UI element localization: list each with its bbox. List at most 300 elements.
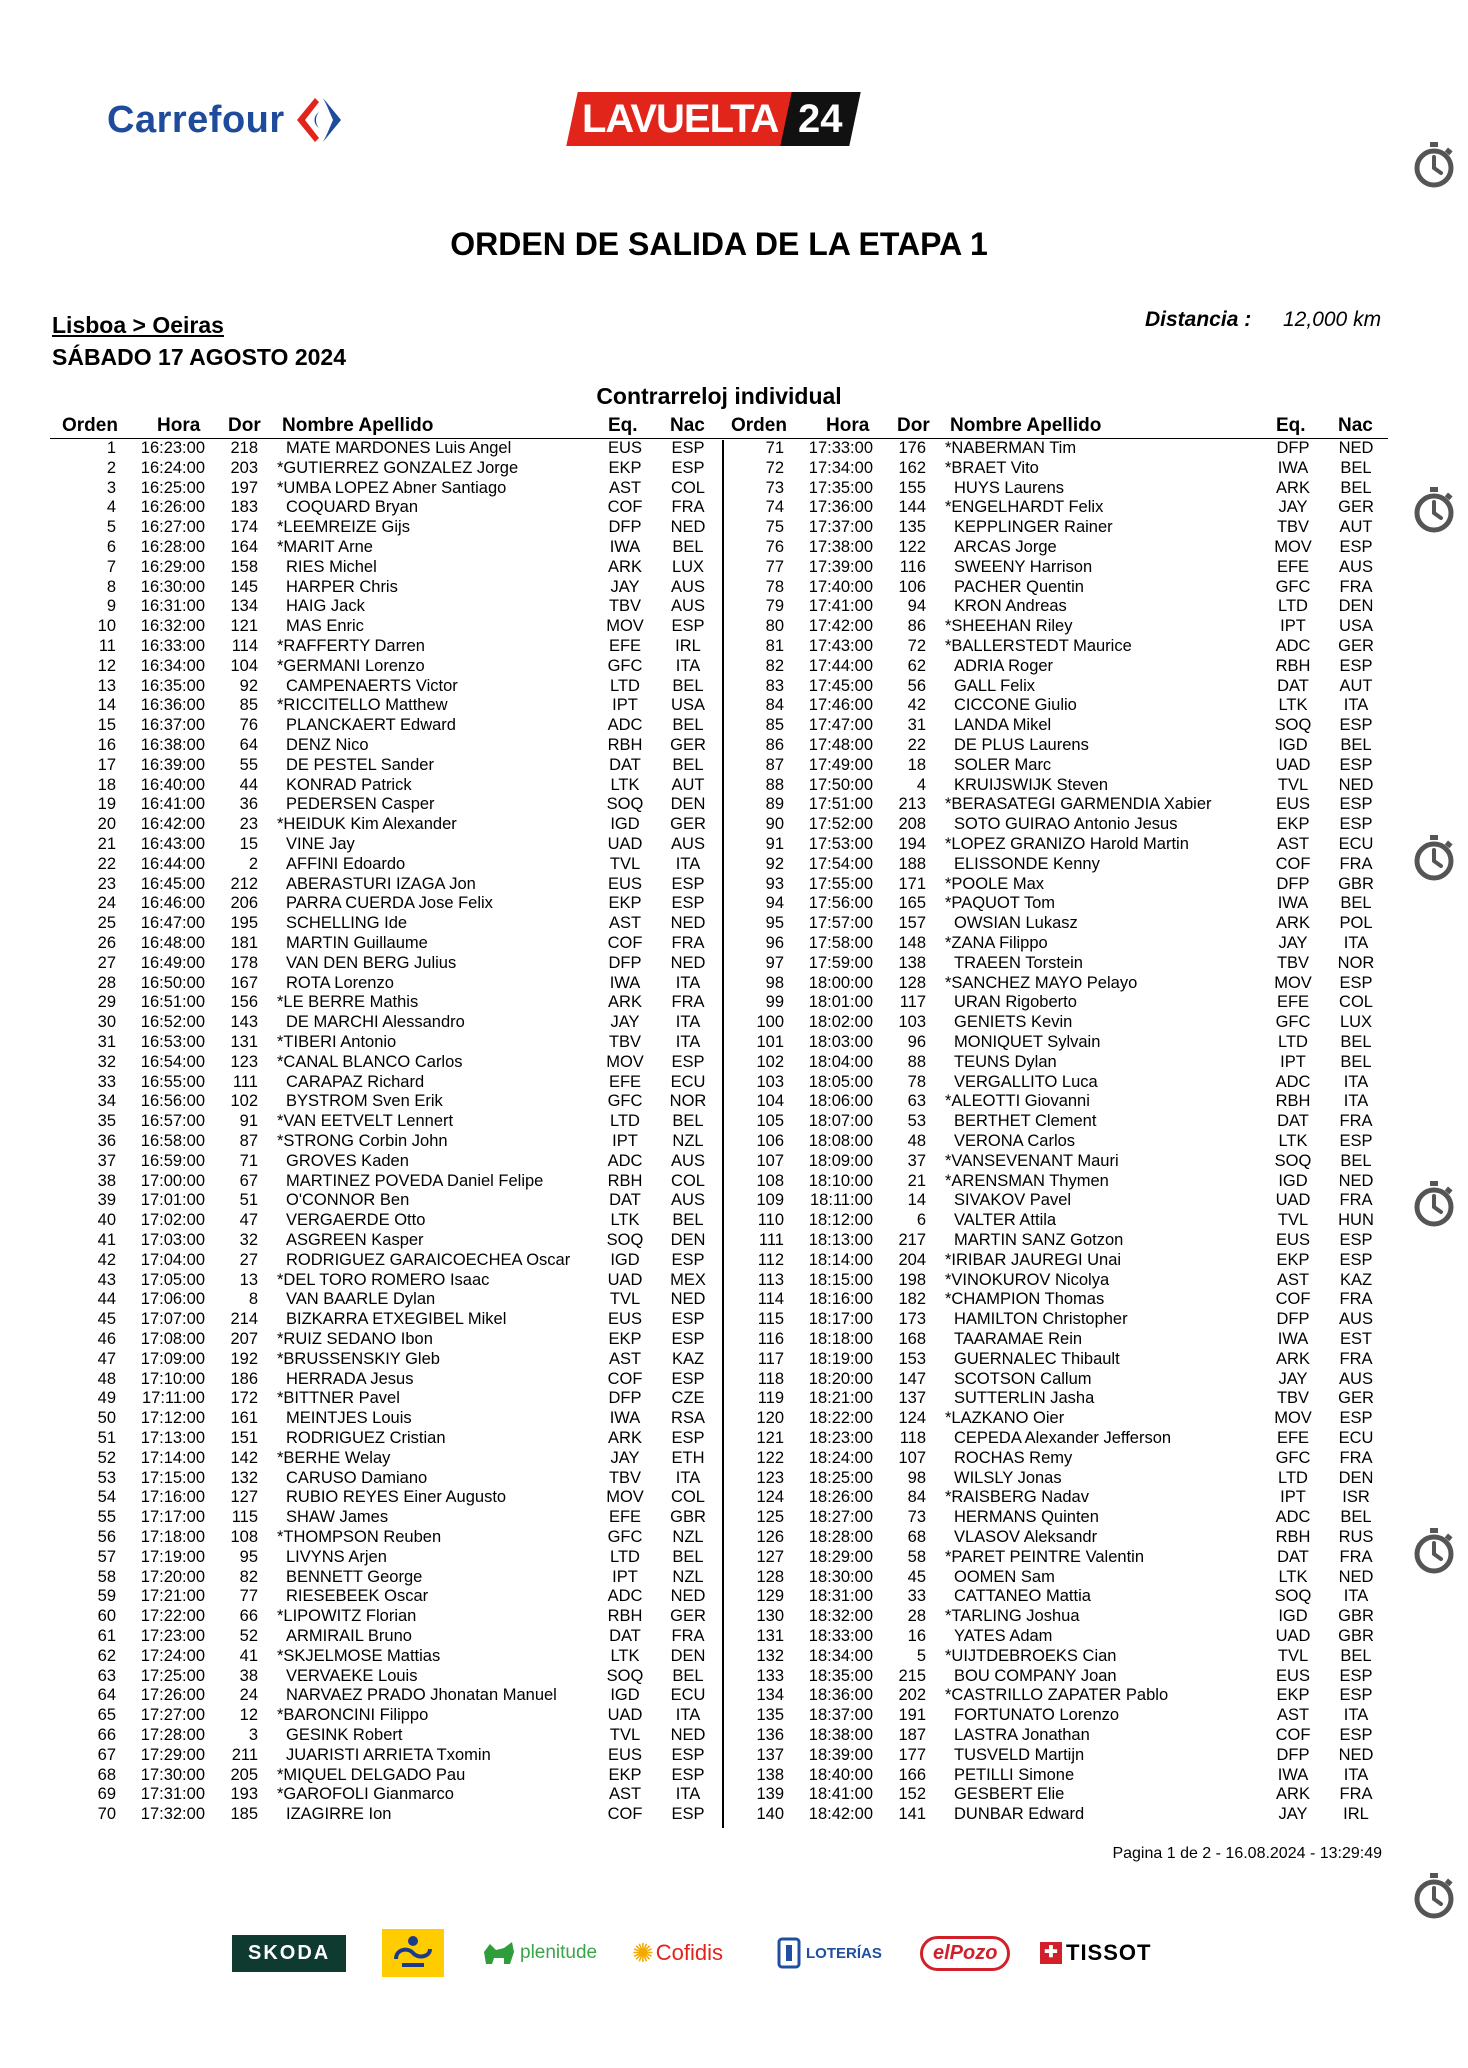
cell-nombre: BYSTROM Sven Erik (286, 1092, 443, 1111)
cell-nac: AUS (671, 597, 705, 616)
table-row (50, 1646, 720, 1666)
cell-eq: EUS (1276, 1666, 1310, 1685)
cell-hora: 17:57:00 (808, 914, 873, 933)
cell-nac: NED (1338, 1567, 1374, 1586)
cell-dor: 107 (898, 1448, 926, 1467)
cell-eq: LTK (610, 1211, 640, 1230)
cell-nac: BEL (1340, 1033, 1372, 1051)
cell-nombre: MARTIN Guillaume (286, 934, 428, 952)
cell-nombre: MARTIN SANZ Gotzon (954, 1231, 1124, 1249)
cell-nombre: LASTRA Jonathan (954, 1726, 1090, 1744)
cell-hora: 16:34:00 (140, 656, 205, 675)
cell-dor: 58 (907, 1547, 926, 1566)
cell-dor: 84 (907, 1488, 926, 1507)
cell-hora: 16:59:00 (140, 1151, 205, 1170)
table-row (50, 1547, 720, 1567)
cell-eq: SOQ (1274, 1151, 1312, 1170)
table-row (718, 1666, 1388, 1686)
cell-hora: 17:43:00 (808, 637, 873, 655)
cell-nombre: *LIPOWITZ Florian (277, 1607, 417, 1626)
cell-orden: 136 (756, 1726, 784, 1744)
cell-orden: 92 (765, 854, 784, 873)
cell-hora: 18:22:00 (808, 1409, 873, 1428)
cell-eq: EFE (1276, 1429, 1310, 1447)
cell-nombre: MARTINEZ POVEDA Daniel Felipe (286, 1171, 544, 1190)
cell-dor: 198 (898, 1270, 926, 1289)
cell-hora: 18:40:00 (808, 1765, 873, 1784)
cell-orden: 42 (97, 1250, 116, 1269)
cell-nombre: *CANAL BLANCO Carlos (277, 1052, 463, 1071)
cell-eq: TVL (1277, 1646, 1309, 1665)
cell-orden: 47 (97, 1349, 116, 1368)
cell-nac: ITA (675, 1468, 701, 1487)
cell-hora: 17:05:00 (140, 1270, 205, 1289)
cell-nac: FRA (1339, 1448, 1373, 1467)
table-row (50, 735, 720, 755)
cell-nombre: *PARET PEINTRE Valentin (945, 1547, 1144, 1566)
table-row (50, 1210, 720, 1230)
cell-nac: FRA (1339, 1290, 1373, 1309)
cell-nac: ESP (671, 439, 705, 457)
table-row (50, 992, 720, 1012)
cell-dor: 87 (239, 1132, 258, 1150)
cell-nombre: KEPPLINGER Rainer (954, 518, 1113, 537)
cell-eq: ARK (608, 1429, 642, 1447)
table-row (50, 1052, 720, 1072)
cell-nac: ECU (670, 1072, 706, 1091)
cell-nac: ESP (671, 1369, 705, 1388)
cell-hora: 17:06:00 (140, 1290, 205, 1309)
cell-eq: MOV (1274, 1409, 1312, 1428)
cell-orden: 52 (97, 1448, 116, 1467)
cell-orden: 100 (756, 1013, 784, 1032)
table-row (718, 438, 1388, 458)
cell-dor: 68 (907, 1528, 926, 1546)
cell-nac: NED (670, 1726, 706, 1744)
swiss-cross-icon: ✚ (1040, 1942, 1062, 1964)
cell-hora: 17:04:00 (140, 1250, 205, 1269)
cell-eq: IPT (612, 1132, 638, 1150)
cell-nac: RUS (1338, 1528, 1374, 1546)
table-row (50, 596, 720, 616)
cell-hora: 17:42:00 (808, 617, 873, 636)
cell-eq: SOQ (606, 1231, 644, 1249)
cell-nombre: KRON Andreas (954, 597, 1067, 616)
cell-dor: 165 (898, 894, 926, 913)
cell-nac: ITA (675, 1706, 701, 1725)
cell-eq: DFP (608, 953, 642, 972)
cell-dor: 138 (898, 953, 926, 972)
cell-dor: 115 (231, 1508, 258, 1527)
carrefour-logo (107, 92, 345, 148)
cell-eq: ARK (1276, 478, 1310, 497)
cell-eq: JAY (610, 1013, 640, 1032)
cell-dor: 148 (898, 934, 926, 952)
cell-dor: 63 (907, 1092, 926, 1111)
cell-nombre: *DEL TORO ROMERO Isaac (277, 1270, 490, 1289)
cell-orden: 76 (765, 538, 784, 556)
cell-orden: 25 (97, 914, 116, 933)
cell-hora: 16:52:00 (140, 1013, 205, 1032)
cell-nombre: OOMEN Sam (954, 1567, 1055, 1586)
cell-nac: ESP (1339, 1250, 1373, 1269)
cell-eq: IGD (610, 1686, 640, 1705)
cell-nac: NOR (1337, 953, 1375, 972)
cell-eq: EFE (608, 1508, 642, 1527)
cell-nombre: HAIG Jack (286, 597, 365, 616)
cell-nac: GER (1338, 637, 1374, 655)
cell-eq: LTK (1278, 1567, 1308, 1586)
stopwatch-icon (1413, 1527, 1455, 1575)
cell-hora: 16:24:00 (140, 458, 205, 477)
cell-dor: 55 (239, 755, 258, 774)
cell-nombre: *BALLERSTEDT Maurice (945, 637, 1132, 655)
cell-orden: 81 (765, 637, 784, 655)
table-row (50, 1527, 720, 1547)
cell-dor: 155 (898, 478, 926, 497)
cell-dor: 6 (916, 1211, 926, 1230)
cell-hora: 16:37:00 (140, 716, 205, 735)
cell-dor: 218 (230, 439, 258, 457)
cell-nombre: *POOLE Max (945, 874, 1045, 893)
cell-orden: 132 (756, 1646, 784, 1665)
cell-nac: GER (1338, 498, 1374, 517)
cell-eq: EKP (608, 1330, 642, 1348)
cell-eq: GFC (607, 1528, 643, 1546)
cell-orden: 106 (756, 1132, 784, 1150)
cell-hora: 16:29:00 (140, 557, 205, 576)
cell-nombre: GENIETS Kevin (954, 1013, 1073, 1032)
cell-nombre: MATE MARDONES Luis Angel (286, 439, 512, 457)
cell-nombre: GROVES Kaden (286, 1151, 409, 1170)
cell-nombre: LIVYNS Arjen (286, 1547, 387, 1566)
cell-eq: JAY (610, 577, 640, 596)
cell-hora: 18:08:00 (808, 1132, 873, 1150)
cell-nac: ITA (1343, 1587, 1369, 1606)
cell-nombre: ARMIRAIL Bruno (286, 1627, 412, 1645)
cell-hora: 18:00:00 (808, 973, 873, 992)
cell-eq: JAY (1278, 1369, 1308, 1388)
table-row (718, 695, 1388, 715)
cell-eq: EUS (1276, 1231, 1310, 1249)
table-row (718, 676, 1388, 696)
cell-orden: 99 (765, 993, 784, 1012)
cell-dor: 174 (230, 518, 258, 537)
cell-orden: 60 (97, 1607, 116, 1626)
stage-route: Lisboa > Oeiras (52, 312, 224, 338)
table-row (718, 1270, 1388, 1290)
cell-dor: 177 (898, 1745, 926, 1764)
table-row (718, 1091, 1388, 1111)
cell-nac: BEL (672, 716, 704, 735)
cell-orden: 129 (756, 1587, 784, 1606)
cell-eq: AST (608, 1785, 642, 1804)
cell-orden: 40 (97, 1211, 116, 1230)
cell-dor: 8 (248, 1290, 258, 1309)
cell-dor: 117 (899, 993, 926, 1012)
cell-nombre: SHAW James (286, 1508, 389, 1527)
table-row (718, 1369, 1388, 1389)
cell-dor: 95 (239, 1547, 258, 1566)
table-row (718, 1190, 1388, 1210)
cell-nombre: SCOTSON Callum (954, 1369, 1092, 1388)
cell-dor: 206 (230, 894, 258, 913)
cell-nombre: SOLER Marc (954, 755, 1052, 774)
cell-hora: 16:57:00 (140, 1112, 205, 1131)
cell-orden: 53 (97, 1468, 116, 1487)
cell-eq: LTD (1278, 1468, 1308, 1487)
cell-orden: 63 (97, 1666, 116, 1685)
plenitude-logo (482, 1928, 597, 1978)
sponsor-bar (232, 1928, 1162, 1978)
table-row (718, 478, 1388, 498)
table-row (718, 1388, 1388, 1408)
cell-orden: 22 (97, 854, 116, 873)
cell-hora: 17:51:00 (808, 795, 873, 814)
cell-nombre: VALTER Attila (954, 1211, 1057, 1230)
cell-orden: 134 (756, 1686, 784, 1705)
table-row (50, 1190, 720, 1210)
table-row (718, 656, 1388, 676)
table-row (718, 1111, 1388, 1131)
cell-dor: 213 (898, 795, 926, 814)
cell-orden: 56 (97, 1528, 116, 1546)
cell-nombre: TUSVELD Martijn (954, 1745, 1085, 1764)
cell-eq: UAD (1275, 755, 1311, 774)
cell-orden: 74 (765, 498, 784, 517)
cell-orden: 65 (97, 1706, 116, 1725)
cell-eq: GFC (607, 1092, 643, 1111)
table-row (718, 893, 1388, 913)
cell-nombre: *VANSEVENANT Mauri (945, 1151, 1119, 1170)
cell-nombre: ELISSONDE Kenny (954, 854, 1100, 873)
cell-hora: 18:13:00 (808, 1231, 873, 1249)
cell-orden: 96 (765, 934, 784, 952)
table-row (718, 874, 1388, 894)
distance-label: Distancia : (1145, 308, 1252, 331)
cell-nac: AUS (671, 835, 705, 853)
cell-nombre: *PAQUOT Tom (945, 894, 1056, 913)
cell-hora: 16:23:00 (140, 439, 205, 457)
cell-nac: DEN (670, 1231, 706, 1249)
cell-nombre: PACHER Quentin (954, 577, 1084, 596)
cell-orden: 23 (97, 874, 116, 893)
cell-orden: 33 (97, 1072, 116, 1091)
cell-eq: LTD (1278, 597, 1308, 616)
cell-nac: GER (670, 815, 706, 834)
cell-nombre: LANDA Mikel (954, 716, 1052, 735)
table-row (718, 596, 1388, 616)
cell-dor: 5 (916, 1646, 926, 1665)
cell-nac: ESP (671, 1052, 705, 1071)
cell-eq: UAD (607, 1706, 643, 1725)
cell-hora: 16:45:00 (140, 874, 205, 893)
cell-nombre: *GUTIERREZ GONZALEZ Jorge (277, 458, 519, 477)
cell-hora: 16:46:00 (140, 894, 205, 913)
cell-orden: 90 (765, 815, 784, 834)
cell-orden: 73 (765, 478, 784, 497)
cell-hora: 16:51:00 (140, 993, 205, 1012)
cell-eq: JAY (1278, 934, 1308, 952)
cell-orden: 109 (756, 1191, 784, 1210)
cell-orden: 31 (97, 1033, 116, 1051)
cell-nac: ECU (1338, 835, 1374, 853)
table-row (718, 1547, 1388, 1567)
table-row (50, 1408, 720, 1428)
cell-orden: 87 (765, 755, 784, 774)
cell-eq: RBH (1275, 656, 1311, 675)
cell-hora: 18:41:00 (808, 1785, 873, 1804)
cell-nombre: VERGAERDE Otto (286, 1211, 426, 1230)
cell-nombre: PETILLI Simone (954, 1765, 1075, 1784)
cell-hora: 17:38:00 (808, 538, 873, 556)
cell-hora: 18:25:00 (808, 1468, 873, 1487)
cell-orden: 138 (756, 1765, 784, 1784)
cell-hora: 16:44:00 (140, 854, 205, 873)
cell-eq: RBH (1275, 1092, 1311, 1111)
cell-orden: 24 (97, 894, 116, 913)
cell-hora: 17:14:00 (140, 1448, 205, 1467)
table-row (50, 775, 720, 795)
cell-hora: 16:32:00 (140, 617, 205, 636)
cell-hora: 16:35:00 (140, 676, 205, 695)
table-row (50, 1151, 720, 1171)
cell-nombre: *STRONG Corbin John (277, 1132, 448, 1150)
cell-eq: AST (608, 478, 642, 497)
cell-nombre: RUBIO REYES Einer Augusto (286, 1488, 507, 1507)
table-row (718, 636, 1388, 656)
cell-dor: 191 (898, 1706, 926, 1725)
cell-orden: 105 (756, 1112, 784, 1131)
stopwatch-icon (1413, 486, 1455, 534)
cell-hora: 17:27:00 (140, 1706, 205, 1725)
cell-hora: 18:05:00 (808, 1072, 873, 1091)
page-title: ORDEN DE SALIDA DE LA ETAPA 1 (450, 226, 988, 262)
cell-nac: ESP (1339, 1686, 1373, 1705)
table-row (50, 1111, 720, 1131)
cell-hora: 17:44:00 (808, 656, 873, 675)
cell-eq: TVL (609, 1290, 641, 1309)
table-row (718, 1685, 1388, 1705)
cell-nac: GBR (1338, 1627, 1374, 1645)
cell-orden: 101 (756, 1033, 784, 1051)
cell-orden: 21 (97, 835, 116, 853)
cell-orden: 14 (97, 696, 116, 715)
carrefour-logo-text: Carrefour (107, 98, 285, 141)
cell-orden: 48 (97, 1369, 116, 1388)
cell-hora: 16:58:00 (140, 1132, 205, 1150)
cell-nac: NED (1338, 775, 1374, 794)
cell-dor: 188 (898, 854, 926, 873)
cell-orden: 7 (106, 557, 116, 576)
stopwatch-icon (1413, 1872, 1455, 1920)
cell-orden: 17 (97, 755, 116, 774)
cell-nac: USA (1339, 617, 1373, 636)
col-nombre-header: Nombre Apellido (950, 415, 1102, 436)
cell-dor: 167 (230, 973, 258, 992)
cell-nombre: *BARONCINI Filippo (277, 1706, 429, 1725)
cell-dor: 33 (907, 1587, 926, 1606)
cell-hora: 18:10:00 (808, 1171, 873, 1190)
cell-orden: 133 (756, 1666, 784, 1685)
cell-nac: FRA (1339, 1112, 1373, 1131)
cell-dor: 2 (248, 854, 258, 873)
table-row (718, 577, 1388, 597)
cell-orden: 79 (765, 597, 784, 616)
cell-orden: 44 (97, 1290, 116, 1309)
cell-dor: 145 (230, 577, 258, 596)
table-row (50, 1685, 720, 1705)
table-row (50, 755, 720, 775)
la-vuelta-logo (572, 92, 855, 146)
cell-nombre: HUYS Laurens (954, 478, 1065, 497)
cell-eq: UAD (607, 1270, 643, 1289)
cell-eq: ADC (607, 716, 643, 735)
cell-dor: 214 (230, 1310, 258, 1329)
cell-eq: UAD (1275, 1191, 1311, 1210)
table-row (50, 1765, 720, 1785)
table-row (718, 1210, 1388, 1230)
cell-nombre: *BRAET Vito (945, 458, 1039, 477)
cell-dor: 108 (230, 1528, 258, 1546)
cell-nac: BEL (1340, 1052, 1372, 1071)
cell-eq: DFP (1276, 874, 1310, 893)
cell-hora: 17:03:00 (140, 1231, 205, 1249)
cell-nombre: *ENGELHARDT Felix (945, 498, 1104, 517)
cell-hora: 17:16:00 (140, 1488, 205, 1507)
stopwatch-icon (1413, 834, 1455, 882)
cell-hora: 18:09:00 (808, 1151, 873, 1170)
cell-dor: 176 (898, 439, 926, 457)
cell-orden: 82 (765, 656, 784, 675)
cell-hora: 18:32:00 (808, 1607, 873, 1626)
cell-nombre: IZAGIRRE Ion (286, 1805, 392, 1824)
table-row (718, 913, 1388, 933)
cell-nombre: MEINTJES Louis (286, 1409, 412, 1428)
table-row (718, 1448, 1388, 1468)
cell-nombre: ASGREEN Kasper (286, 1231, 424, 1249)
cell-orden: 6 (106, 538, 116, 556)
table-row (718, 1507, 1388, 1527)
cell-hora: 17:45:00 (808, 676, 873, 695)
cell-orden: 120 (756, 1409, 784, 1428)
cell-nombre: *LE BERRE Mathis (277, 993, 419, 1012)
cell-eq: ARK (608, 557, 642, 576)
cell-nac: FRA (1339, 854, 1373, 873)
cell-eq: COF (607, 934, 643, 952)
cell-nombre: *LOPEZ GRANIZO Harold Martin (945, 835, 1189, 853)
cell-nac: ESP (671, 894, 705, 913)
table-row (50, 656, 720, 676)
cell-eq: GFC (1275, 577, 1311, 596)
cell-hora: 17:12:00 (140, 1409, 205, 1428)
cell-nac: ITA (1343, 1092, 1369, 1111)
cell-orden: 75 (765, 518, 784, 537)
table-row (718, 1250, 1388, 1270)
cell-orden: 124 (756, 1488, 784, 1507)
table-row (718, 1606, 1388, 1626)
cell-dor: 114 (231, 637, 258, 655)
cell-hora: 16:42:00 (140, 815, 205, 834)
cell-nombre: KONRAD Patrick (286, 775, 412, 794)
cell-dor: 164 (230, 538, 258, 556)
cell-nac: NZL (672, 1567, 704, 1586)
cell-eq: SOQ (606, 1666, 644, 1685)
cell-hora: 16:26:00 (140, 498, 205, 517)
cell-dor: 52 (239, 1627, 258, 1645)
cell-nac: DEN (1338, 1468, 1374, 1487)
cell-dor: 4 (916, 775, 926, 794)
